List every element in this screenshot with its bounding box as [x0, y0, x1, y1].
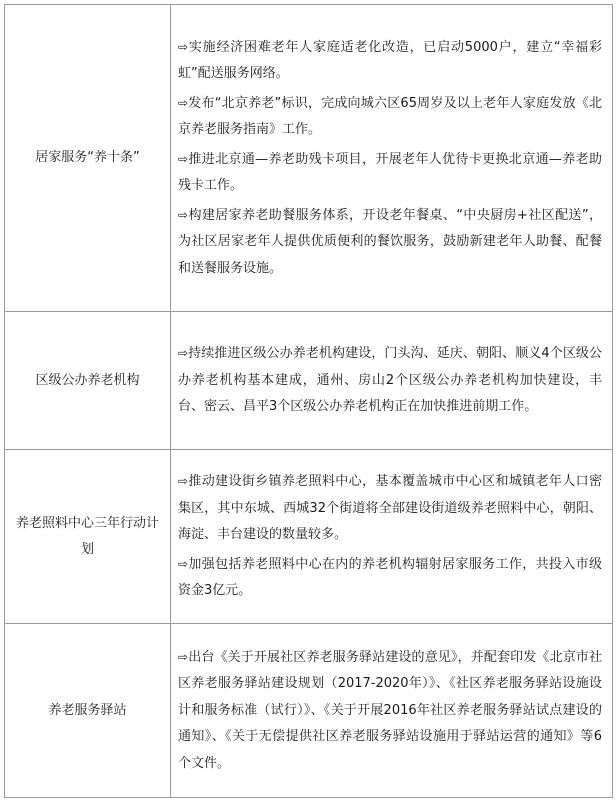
- arrow-bullet-icon: ⇨: [178, 649, 189, 664]
- table-row: [5, 450, 613, 624]
- item-text: 构建居家养老助餐服务体系，开设老年餐桌、“中央厨房+社区配送”，为社区居家老年人提供优质便利的餐饮服务，鼓励新建老年人助餐、配餐和送餐服务设施。: [178, 207, 602, 276]
- policy-table: [4, 4, 613, 798]
- row-items: [171, 624, 613, 798]
- list-item: [178, 90, 602, 144]
- arrow-bullet-icon: ⇨: [178, 556, 189, 571]
- arrow-bullet-icon: ⇨: [178, 474, 189, 489]
- table-row: [5, 624, 613, 798]
- arrow-bullet-icon: ⇨: [178, 39, 189, 54]
- row-label: 养老照料中心三年行动计划: [5, 450, 171, 624]
- list-item: [178, 340, 602, 421]
- arrow-bullet-icon: ⇨: [178, 95, 189, 110]
- list-item: [178, 551, 602, 605]
- item-text: 持续推进区级公办养老机构建设，门头沟、延庆、朝阳、顺义4个区级公办养老机构基本建成，通州、房山2个区级公办养老机构加快建设，丰台、密云、昌平3个区级公办养老机构正在加快推进前期工作。: [178, 346, 602, 415]
- item-text: 实施经济困难老年人家庭适老化改造，已启动5000户，建立“幸福彩虹”配送服务网络。: [178, 39, 602, 82]
- item-text: 推动建设街乡镇养老照料中心，基本覆盖城市中心区和城镇老年人口密集区，其中东城、西城32个街道将全部建设街道级养老照料中心，朝阳、海淀、丰台建设的数量较多。: [178, 474, 602, 543]
- row-items: [171, 312, 613, 450]
- item-text: 加强包括养老照料中心在内的养老机构辐射居家服务工作，共投入市级资金3亿元。: [178, 556, 602, 599]
- table-row: [5, 312, 613, 450]
- item-text: 出台《关于开展社区养老服务驿站建设的意见》，并配套印发《北京市社区养老服务驿站建设规划（2017-2020年）》、《社区养老服务驿站设施设计和服务标准（试行）》、《关于开展2016年社区养老服务驿站试点建设的通知》、《关于无偿提供社区养老服务驿站设施用于驿站运营的通知》等6个文件。: [178, 649, 602, 771]
- item-text: 推进北京通—养老助残卡项目，开展老年人优待卡更换北京通—养老助残卡工作。: [178, 151, 602, 194]
- list-item: [178, 644, 602, 778]
- list-item: [178, 202, 602, 283]
- item-text: 发布“北京养老”标识，完成向城六区65周岁及以上老年人家庭发放《北京养老服务指南》工作。: [178, 95, 602, 138]
- table-row: [5, 5, 613, 312]
- arrow-bullet-icon: ⇨: [178, 151, 189, 166]
- row-label: 养老服务驿站: [5, 624, 171, 798]
- list-item: [178, 146, 602, 200]
- row-label: 区级公办养老机构: [5, 312, 171, 450]
- row-items: [171, 450, 613, 624]
- arrow-bullet-icon: ⇨: [178, 207, 189, 222]
- row-items: [171, 5, 613, 312]
- row-label: 居家服务“养十条”: [5, 5, 171, 312]
- arrow-bullet-icon: ⇨: [178, 346, 189, 361]
- list-item: [178, 468, 602, 549]
- list-item: [178, 34, 602, 88]
